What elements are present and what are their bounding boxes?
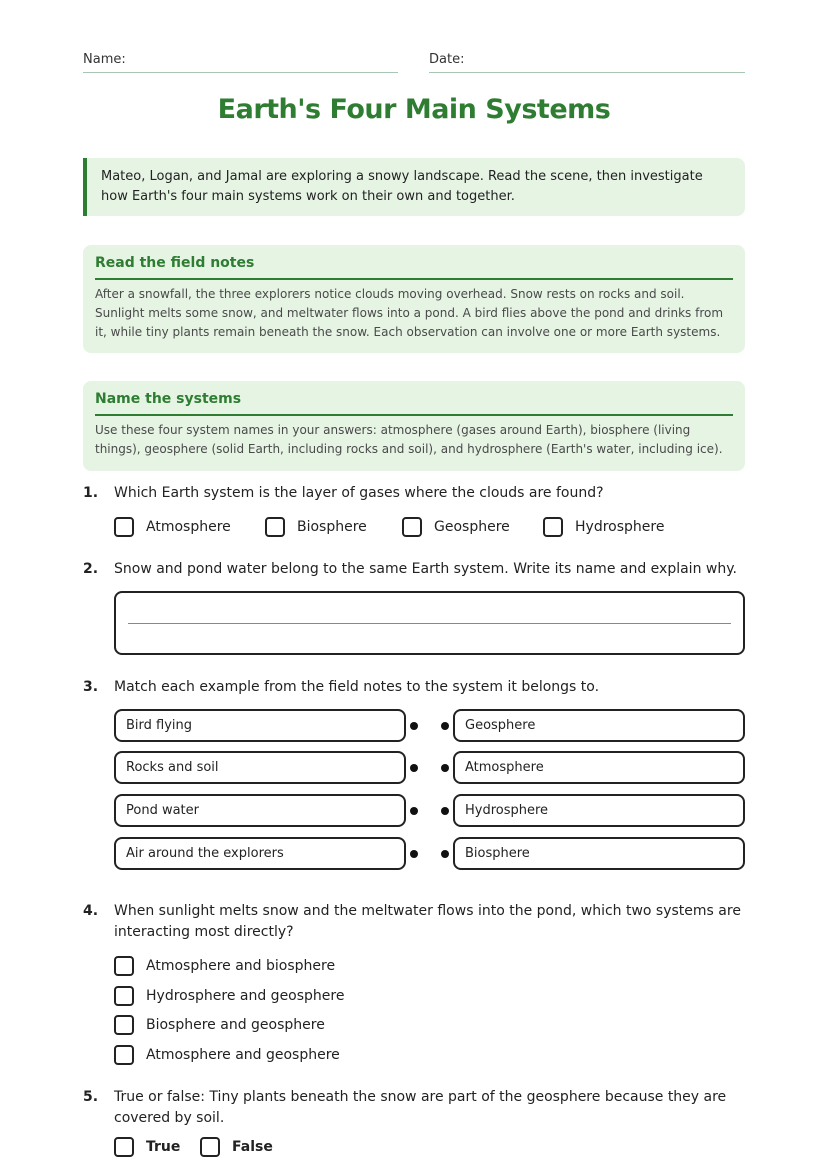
option-label: Hydrosphere and geosphere: [146, 988, 345, 1004]
checkbox[interactable]: [114, 956, 134, 976]
match-right-item[interactable]: Hydrosphere: [453, 794, 745, 827]
question-number: 1.: [83, 485, 99, 501]
question-text: Snow and pond water belong to the same Earth system. Write its name and explain why.: [114, 561, 737, 577]
field-notes-text: After a snowfall, the three explorers notice clouds moving overhead. Snow rests on rocks and soil. Sunlight melts some snow, and meltwater flows into a pond. A bird flies above the pond and drinks from it, while tiny plants remain beneath the snow. Each observation can involve one or more Earth systems.: [95, 287, 724, 339]
match-right-item[interactable]: Geosphere: [453, 709, 745, 742]
question-text: Which Earth system is the layer of gases where the clouds are found?: [114, 485, 604, 501]
question-text: True or false: Tiny plants beneath the snow are part of the geosphere because they are covered by soil.: [114, 1089, 727, 1126]
intro-callout: Mateo, Logan, and Jamal are exploring a snowy landscape. Read the scene, then investigate how Earth's four main systems work on their own and together.: [83, 158, 745, 216]
match-dot[interactable]: [410, 764, 418, 772]
option-label: False: [232, 1139, 273, 1155]
checkbox[interactable]: [200, 1137, 220, 1157]
match-dot[interactable]: [441, 722, 449, 730]
name-field[interactable]: [83, 52, 398, 73]
match-dot[interactable]: [410, 807, 418, 815]
match-right-item[interactable]: Atmosphere: [453, 751, 745, 784]
match-dot[interactable]: [410, 722, 418, 730]
field-notes-panel: [83, 245, 745, 353]
option-label: Atmosphere and geosphere: [146, 1047, 340, 1063]
systems-heading: Name the systems: [95, 391, 733, 416]
checkbox[interactable]: [114, 986, 134, 1006]
option-label: Hydrosphere: [575, 519, 665, 535]
match-dot[interactable]: [441, 764, 449, 772]
checkbox[interactable]: [543, 517, 563, 537]
field-notes-heading: Read the field notes: [95, 255, 733, 280]
checkbox[interactable]: [114, 1137, 134, 1157]
question-number: 2.: [83, 561, 99, 577]
option-label: Biosphere and geosphere: [146, 1017, 325, 1033]
date-field[interactable]: [429, 52, 745, 73]
checkbox[interactable]: [114, 1015, 134, 1035]
match-left-item[interactable]: Bird flying: [114, 709, 406, 742]
checkbox[interactable]: [402, 517, 422, 537]
question-text: When sunlight melts snow and the meltwater flows into the pond, which two systems are interacting most directly?: [114, 903, 741, 940]
match-dot[interactable]: [410, 850, 418, 858]
question-number: 5.: [83, 1089, 99, 1105]
q2-answer-box[interactable]: [114, 591, 745, 655]
answer-line: [128, 623, 731, 624]
option-label: Atmosphere: [146, 519, 231, 535]
match-left-item[interactable]: Rocks and soil: [114, 751, 406, 784]
checkbox[interactable]: [114, 1045, 134, 1065]
question-text: Match each example from the field notes to the system it belongs to.: [114, 679, 600, 695]
match-left-item[interactable]: Pond water: [114, 794, 406, 827]
checkbox[interactable]: [265, 517, 285, 537]
question-number: 4.: [83, 903, 99, 919]
match-left-item[interactable]: Air around the explorers: [114, 837, 406, 870]
match-right-item[interactable]: Biosphere: [453, 837, 745, 870]
checkbox[interactable]: [114, 517, 134, 537]
header: [83, 52, 745, 74]
match-dot[interactable]: [441, 807, 449, 815]
systems-text: Use these four system names in your answers: atmosphere (gases around Earth), biosphere (living things), geosphere (solid Earth, including rocks and soil), and hydrosphere (Earth's water, including ice).: [95, 423, 723, 456]
page-title: Earth's Four Main Systems: [217, 94, 611, 125]
option-label: True: [146, 1139, 181, 1155]
option-label: Geosphere: [434, 519, 510, 535]
name-label: Name:: [83, 52, 126, 67]
question-number: 3.: [83, 679, 99, 695]
option-label: Biosphere: [297, 519, 367, 535]
match-dot[interactable]: [441, 850, 449, 858]
option-label: Atmosphere and biosphere: [146, 958, 336, 974]
date-label: Date:: [429, 52, 465, 67]
systems-panel: [83, 381, 745, 471]
